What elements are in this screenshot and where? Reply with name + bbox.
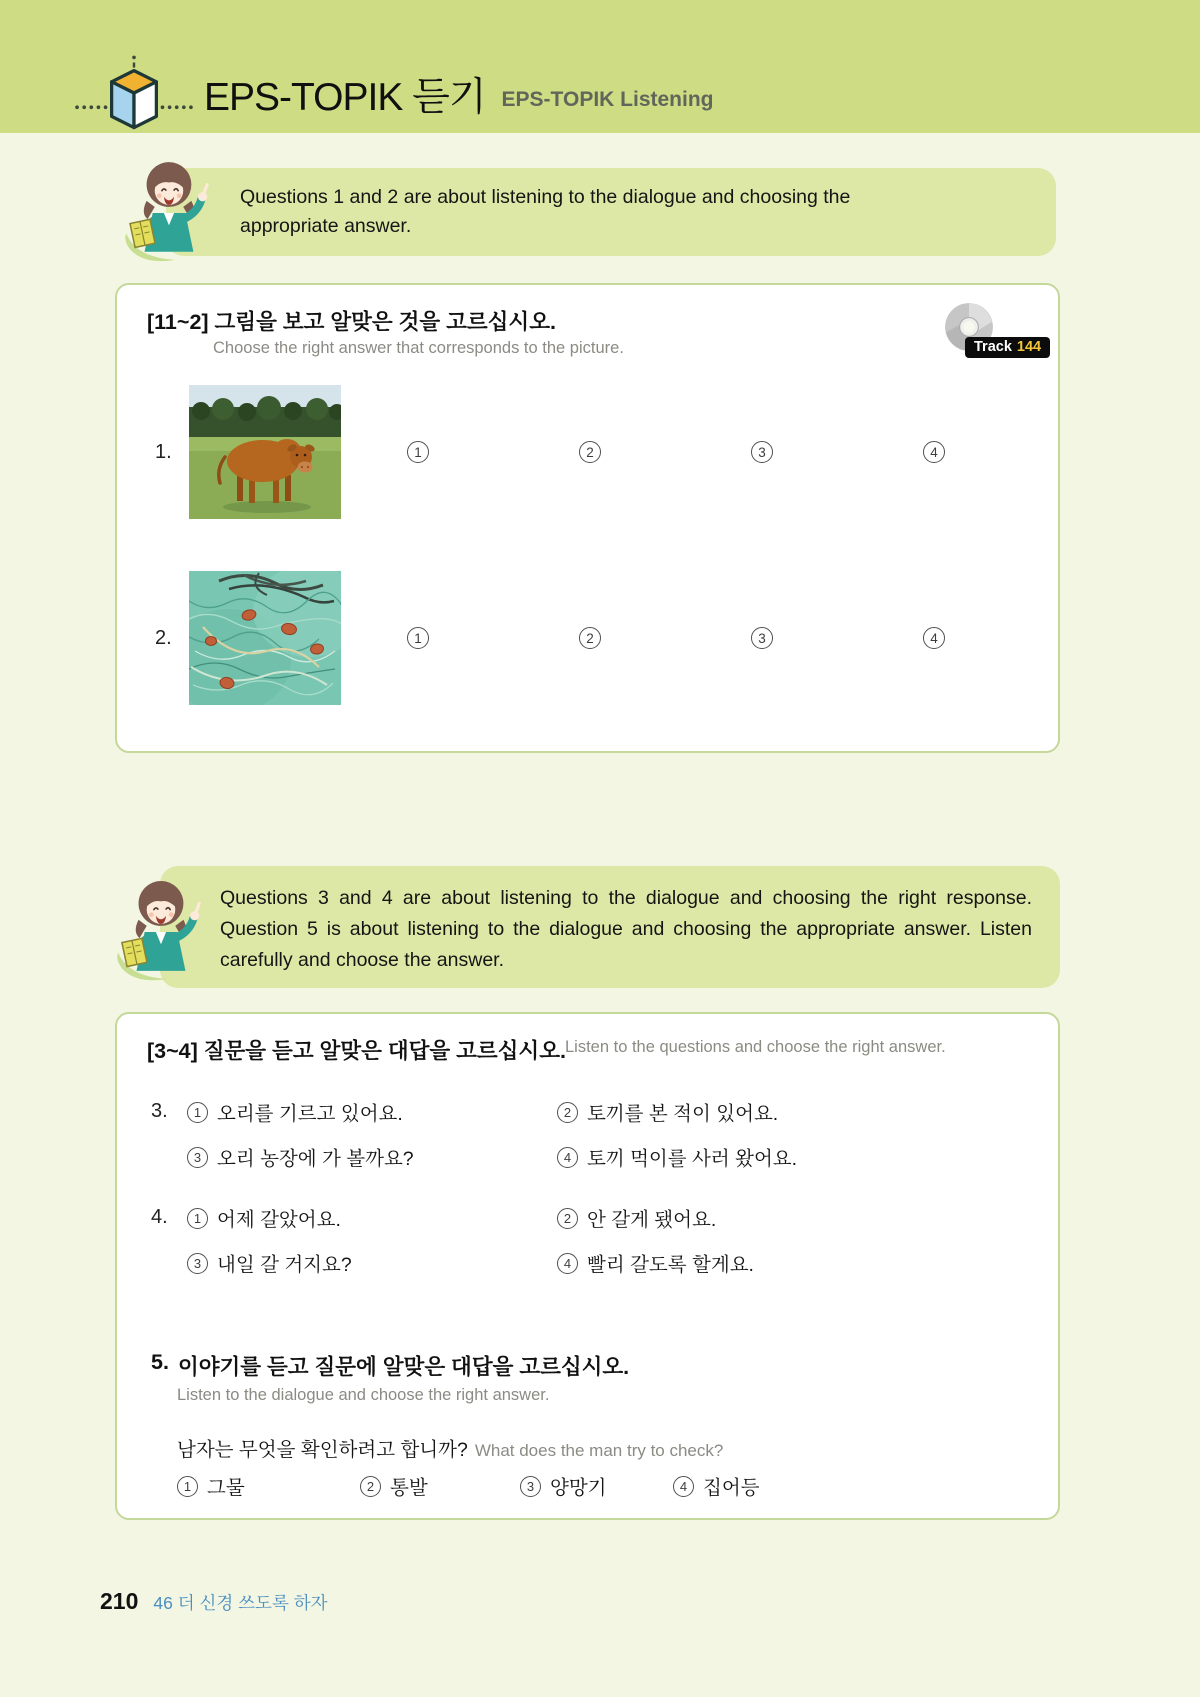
option-circle: 3 bbox=[520, 1476, 541, 1497]
option-text: 양망기 bbox=[550, 1477, 607, 1499]
option-circle: 1 bbox=[187, 1208, 208, 1229]
question-4-block bbox=[151, 1204, 754, 1277]
page-title: EPS-TOPIK 듣기 bbox=[204, 76, 486, 119]
panel1-heading-korean: [11~2] 그림을 보고 알맞은 것을 고르십시오. bbox=[147, 310, 556, 334]
answer-option[interactable] bbox=[187, 1098, 557, 1126]
option-circle: 4 bbox=[557, 1253, 578, 1274]
question-5-heading-english: Listen to the dialogue and choose the right answer. bbox=[177, 1386, 550, 1404]
page-number: 210 bbox=[100, 1588, 139, 1614]
picture-question-panel bbox=[115, 283, 1060, 753]
option-text: 오리 농장에 가 볼까요? bbox=[217, 1148, 414, 1170]
track-number: 144 bbox=[1016, 339, 1042, 355]
choice-2[interactable]: 2 bbox=[579, 441, 601, 463]
option-circle: 3 bbox=[187, 1253, 208, 1274]
question-1-choices bbox=[407, 441, 945, 463]
choice-3[interactable]: 3 bbox=[751, 441, 773, 463]
question-5-options bbox=[177, 1472, 760, 1500]
question-4-number: 4. bbox=[151, 1206, 168, 1228]
prompt-korean: 남자는 무엇을 확인하려고 합니까? bbox=[177, 1439, 468, 1461]
choice-1[interactable]: 1 bbox=[407, 627, 429, 649]
option-circle: 2 bbox=[557, 1102, 578, 1123]
option-text: 그물 bbox=[207, 1477, 245, 1499]
panel2-heading-korean: [3~4] 질문을 듣고 알맞은 대답을 고르십시오. bbox=[147, 1039, 566, 1063]
answer-option[interactable] bbox=[557, 1143, 797, 1171]
cube-logo-icon bbox=[74, 54, 194, 132]
option-text: 통발 bbox=[390, 1477, 428, 1499]
instruction-text-2: Questions 3 and 4 are about listening to the dialogue and choosing the right response. Question 5 is about listening to the dialogue and choosing the appropriate answer. Listen carefully and choose the answer. bbox=[220, 887, 1032, 971]
option-circle: 3 bbox=[187, 1147, 208, 1168]
question-2-number: 2. bbox=[155, 626, 172, 649]
answer-option[interactable] bbox=[177, 1472, 360, 1500]
choice-3[interactable]: 3 bbox=[751, 627, 773, 649]
option-circle: 2 bbox=[360, 1476, 381, 1497]
option-text: 빨리 갈도록 할게요. bbox=[587, 1254, 754, 1276]
question-5-number: 5. bbox=[151, 1350, 169, 1374]
answer-option[interactable] bbox=[557, 1204, 754, 1232]
answer-option[interactable] bbox=[187, 1204, 557, 1232]
answer-option[interactable] bbox=[520, 1472, 673, 1500]
option-text: 토끼 먹이를 사러 왔어요. bbox=[587, 1148, 798, 1170]
instruction-bubble-1 bbox=[166, 168, 1056, 256]
answer-option[interactable] bbox=[187, 1143, 557, 1171]
header-band bbox=[0, 0, 1200, 133]
answer-option[interactable] bbox=[673, 1472, 760, 1500]
answer-option[interactable] bbox=[187, 1249, 557, 1277]
listening-question-panel bbox=[115, 1012, 1060, 1520]
answer-option[interactable] bbox=[557, 1249, 754, 1277]
instruction-bubble-2 bbox=[160, 866, 1060, 988]
question-5-heading bbox=[151, 1350, 629, 1381]
answer-option[interactable] bbox=[360, 1472, 520, 1500]
fishing-net-photo bbox=[189, 571, 341, 705]
option-text: 안 갈게 됐어요. bbox=[587, 1209, 717, 1231]
question-5-heading-korean: 이야기를 듣고 질문에 알맞은 대답을 고르십시오. bbox=[177, 1355, 630, 1379]
option-circle: 4 bbox=[673, 1476, 694, 1497]
option-text: 어제 갈았어요. bbox=[217, 1209, 341, 1231]
chapter-title: 46 더 신경 쓰도록 하자 bbox=[153, 1593, 328, 1613]
option-circle: 2 bbox=[557, 1208, 578, 1229]
question-3-block bbox=[151, 1098, 797, 1171]
panel2-heading-english: Listen to the questions and choose the right answer. bbox=[565, 1038, 946, 1056]
choice-4[interactable]: 4 bbox=[923, 441, 945, 463]
option-text: 내일 갈 거지요? bbox=[217, 1254, 352, 1276]
choice-2[interactable]: 2 bbox=[579, 627, 601, 649]
option-text: 오리를 기르고 있어요. bbox=[217, 1103, 403, 1125]
question-2-choices bbox=[407, 627, 945, 649]
question-3-number: 3. bbox=[151, 1100, 168, 1122]
answer-option[interactable] bbox=[557, 1098, 797, 1126]
teacher-character-illustration bbox=[120, 154, 220, 268]
teacher-character-illustration bbox=[112, 868, 212, 992]
instruction-text-1: Questions 1 and 2 are about listening to the dialogue and choosing the appropriate answer. bbox=[240, 186, 851, 237]
option-circle: 1 bbox=[187, 1102, 208, 1123]
question-1-number: 1. bbox=[155, 440, 172, 463]
option-circle: 4 bbox=[557, 1147, 578, 1168]
question-5-prompt bbox=[177, 1434, 723, 1462]
prompt-english: What does the man try to check? bbox=[474, 1441, 724, 1460]
page-subtitle: EPS-TOPIK Listening bbox=[501, 88, 714, 111]
question-1-row bbox=[155, 385, 945, 519]
question-2-row bbox=[155, 571, 945, 705]
option-text: 토끼를 본 적이 있어요. bbox=[587, 1103, 779, 1125]
page-footer bbox=[100, 1588, 328, 1615]
option-text: 집어등 bbox=[703, 1477, 760, 1499]
panel1-heading-english: Choose the right answer that corresponds to the picture. bbox=[213, 339, 624, 357]
track-badge bbox=[965, 337, 1050, 358]
option-circle: 1 bbox=[177, 1476, 198, 1497]
choice-4[interactable]: 4 bbox=[923, 627, 945, 649]
choice-1[interactable]: 1 bbox=[407, 441, 429, 463]
track-label: Track bbox=[974, 339, 1012, 355]
cow-photo bbox=[189, 385, 341, 519]
